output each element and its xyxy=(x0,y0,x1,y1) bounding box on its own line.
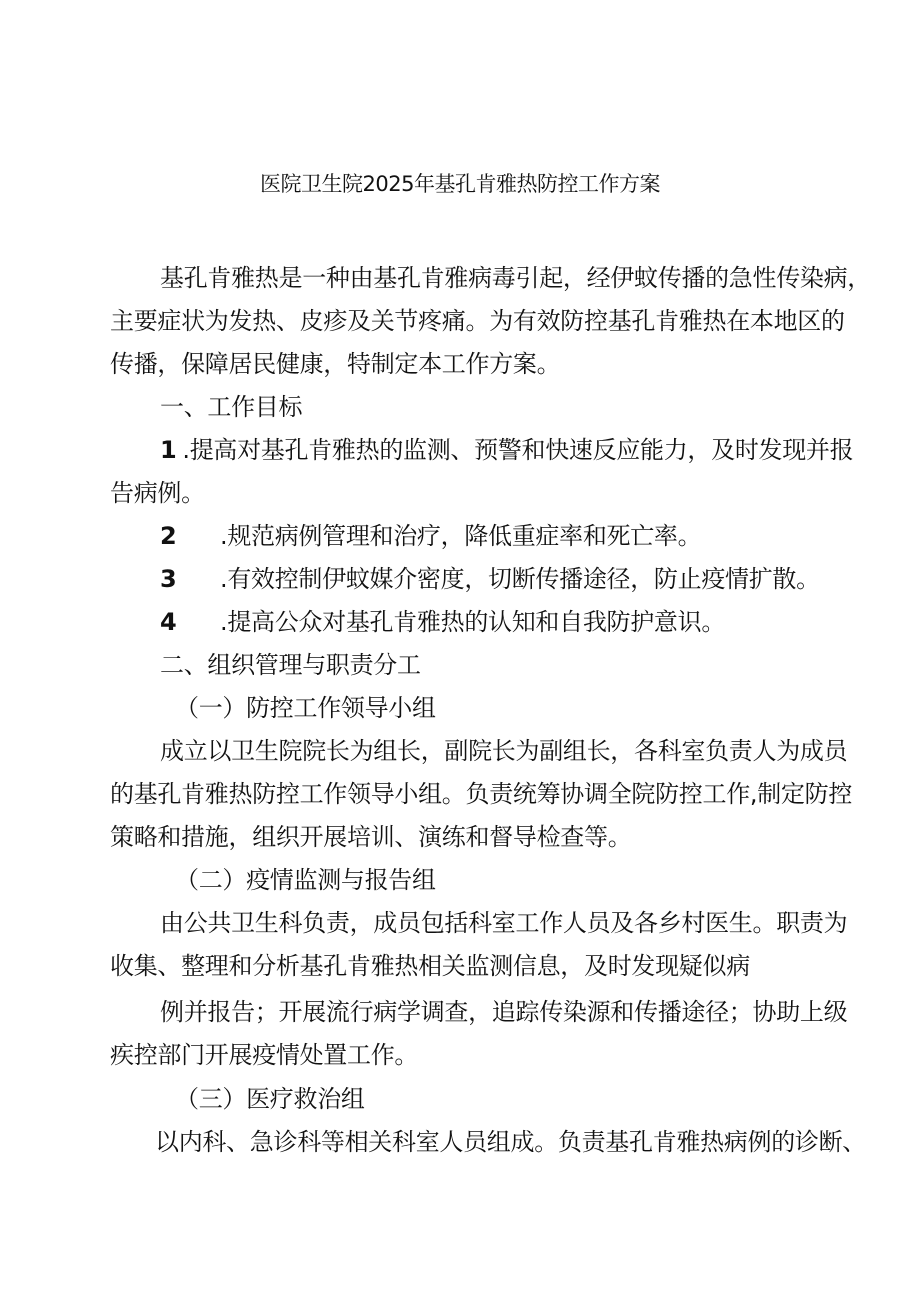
goal-item-text: .有效控制伊蚊媒介密度，切断传播途径，防止疫情扩散。 xyxy=(220,565,820,593)
subsection-3-heading: （三）医疗救治组 xyxy=(175,1085,365,1113)
subsection-1-line-3: 策略和措施，组织开展培训、演练和督导检查等。 xyxy=(110,823,632,851)
intro-line-3: 传播，保障居民健康，特制定本工作方案。 xyxy=(110,350,561,378)
goal-item-text: .规范病例管理和治疗，降低重症率和死亡率。 xyxy=(220,522,702,550)
goal-item-number: 4 xyxy=(160,608,177,636)
section-1-heading: 一、工作目标 xyxy=(160,393,303,421)
subsection-2-line-1: 由公共卫生科负责，成员包括科室工作人员及各乡村医生。职责为 xyxy=(160,909,848,937)
section-2-heading: 二、组织管理与职责分工 xyxy=(160,651,421,679)
goal-item-text: .提高公众对基孔肯雅热的认知和自我防护意识。 xyxy=(220,608,726,636)
goal-item-text: .提高对基孔肯雅热的监测、预警和快速反应能力，及时发现并报 xyxy=(182,436,854,464)
subsection-3-line-1: 以内科、急诊科等相关科室人员组成。负责基孔肯雅热病例的诊断、 xyxy=(155,1128,866,1156)
goal-item-number: 3 xyxy=(160,565,177,593)
goal-item-number: 1 xyxy=(160,436,177,464)
subsection-1-line-1: 成立以卫生院院长为组长，副院长为副组长，各科室负责人为成员 xyxy=(160,737,848,765)
subsection-1-line-2: 的基孔肯雅热防控工作领导小组。负责统筹协调全院防控工作,制定防控 xyxy=(110,780,853,808)
goal-item-2 xyxy=(160,520,701,552)
subsection-2-line-2: 收集、整理和分析基孔肯雅热相关监测信息，及时发现疑似病 xyxy=(110,952,750,980)
goal-item-1 xyxy=(160,434,853,466)
goal-item-number: 2 xyxy=(160,522,177,550)
intro-line-1: 基孔肯雅热是一种由基孔肯雅病毒引起，经伊蚊传播的急性传染病， xyxy=(160,264,871,292)
goal-item-3 xyxy=(160,563,820,595)
subsection-2-heading: （二）疫情监测与报告组 xyxy=(175,866,436,894)
goal-item-4 xyxy=(160,606,725,638)
goal-item-1-continued: 告病例。 xyxy=(110,479,205,507)
intro-line-2: 主要症状为发热、皮疹及关节疼痛。为有效防控基孔肯雅热在本地区的 xyxy=(110,307,845,335)
subsection-2-line-3: 例并报告；开展流行病学调查，追踪传染源和传播途径；协助上级 xyxy=(160,998,848,1026)
subsection-1-heading: （一）防控工作领导小组 xyxy=(175,694,436,722)
document-title: 医院卫生院2025年基孔肯雅热防控工作方案 xyxy=(260,172,660,196)
subsection-2-line-4: 疾控部门开展疫情处置工作。 xyxy=(110,1041,419,1069)
